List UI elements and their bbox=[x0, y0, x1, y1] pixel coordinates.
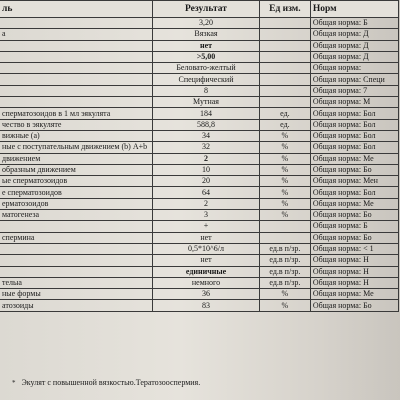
row-result-cell: 64 bbox=[153, 187, 260, 198]
table-row bbox=[0, 63, 399, 74]
row-name-cell: чество в эякуляте bbox=[0, 119, 153, 130]
row-result-cell: >5,00 bbox=[153, 51, 260, 62]
row-unit-cell bbox=[259, 85, 310, 96]
row-norm-cell: Общая норма: Бол bbox=[310, 108, 398, 119]
row-name-cell bbox=[0, 243, 153, 254]
row-norm-cell: Общая норма: Специ bbox=[310, 74, 398, 85]
row-norm-cell: Общая норма: Бол bbox=[310, 119, 398, 130]
row-result-cell: 10 bbox=[153, 164, 260, 175]
row-norm-cell: Общая норма: Б bbox=[310, 221, 398, 232]
row-norm-cell: Общая норма: Мен bbox=[310, 176, 398, 187]
row-name-cell: ные формы bbox=[0, 289, 153, 300]
table-row bbox=[0, 108, 399, 119]
row-unit-cell bbox=[259, 221, 310, 232]
table-row bbox=[0, 289, 399, 300]
row-result-cell: 32 bbox=[153, 142, 260, 153]
row-unit-cell: ед. bbox=[259, 108, 310, 119]
row-norm-cell: Общая норма: М bbox=[310, 97, 398, 108]
column-header-result: Результат bbox=[153, 1, 260, 18]
row-name-cell: е сперматозоидов bbox=[0, 187, 153, 198]
table-row bbox=[0, 153, 399, 164]
row-result-cell: Вязкая bbox=[153, 29, 260, 40]
row-result-cell: 588,8 bbox=[153, 119, 260, 130]
row-unit-cell: ед.в п/зр. bbox=[259, 243, 310, 254]
row-result-cell: 3,20 bbox=[153, 18, 260, 29]
row-name-cell: вижные (а) bbox=[0, 130, 153, 141]
row-name-cell bbox=[0, 18, 153, 29]
row-name-cell: сперматозоидов в 1 мл эякулята bbox=[0, 108, 153, 119]
row-unit-cell: ед. bbox=[259, 119, 310, 130]
table-row bbox=[0, 164, 399, 175]
column-header-norm: Норм bbox=[310, 1, 398, 18]
row-norm-cell: Общая норма: Ме bbox=[310, 289, 398, 300]
table-row bbox=[0, 221, 399, 232]
table-row bbox=[0, 255, 399, 266]
row-name-cell: движением bbox=[0, 153, 153, 164]
table-row bbox=[0, 142, 399, 153]
row-result-cell: 2 bbox=[153, 198, 260, 209]
table-row bbox=[0, 243, 399, 254]
row-result-cell: нет bbox=[153, 255, 260, 266]
row-norm-cell: Общая норма: Ме bbox=[310, 198, 398, 209]
row-name-cell: атозоиды bbox=[0, 300, 153, 311]
column-header-name: ль bbox=[0, 1, 153, 18]
row-result-cell: Специфический bbox=[153, 74, 260, 85]
row-unit-cell: % bbox=[259, 300, 310, 311]
row-result-cell: 184 bbox=[153, 108, 260, 119]
row-result-cell: единичные bbox=[153, 266, 260, 277]
table-row bbox=[0, 187, 399, 198]
table-row bbox=[0, 232, 399, 243]
row-unit-cell bbox=[259, 18, 310, 29]
row-unit-cell: ед.в п/зр. bbox=[259, 277, 310, 288]
row-name-cell: ые сперматозоидов bbox=[0, 176, 153, 187]
row-norm-cell: Общая норма: Бо bbox=[310, 210, 398, 221]
row-norm-cell: Общая норма: bbox=[310, 63, 398, 74]
row-norm-cell: Общая норма: Бо bbox=[310, 164, 398, 175]
table-row bbox=[0, 85, 399, 96]
table-row bbox=[0, 40, 399, 51]
row-result-cell: 2 bbox=[153, 153, 260, 164]
row-result-cell: 3 bbox=[153, 210, 260, 221]
row-unit-cell: % bbox=[259, 153, 310, 164]
table-row bbox=[0, 74, 399, 85]
row-unit-cell: % bbox=[259, 198, 310, 209]
table-row bbox=[0, 300, 399, 311]
conclusion-text: Экулят с повышенной вязкостью.Тератозооспермия. bbox=[21, 378, 201, 387]
row-result-cell: 20 bbox=[153, 176, 260, 187]
row-unit-cell bbox=[259, 29, 310, 40]
row-result-cell: Мутная bbox=[153, 97, 260, 108]
row-unit-cell: ед.в п/зр. bbox=[259, 266, 310, 277]
row-unit-cell bbox=[259, 74, 310, 85]
row-result-cell: + bbox=[153, 221, 260, 232]
row-result-cell: 34 bbox=[153, 130, 260, 141]
row-name-cell bbox=[0, 85, 153, 96]
row-name-cell: матогенеза bbox=[0, 210, 153, 221]
row-norm-cell: Общая норма: Н bbox=[310, 266, 398, 277]
row-unit-cell bbox=[259, 51, 310, 62]
table-body bbox=[0, 18, 399, 312]
row-unit-cell: % bbox=[259, 210, 310, 221]
row-norm-cell: Общая норма: Н bbox=[310, 277, 398, 288]
row-name-cell: ерматозоидов bbox=[0, 198, 153, 209]
row-norm-cell: Общая норма: 7 bbox=[310, 85, 398, 96]
table-row bbox=[0, 97, 399, 108]
row-unit-cell: % bbox=[259, 142, 310, 153]
table-row bbox=[0, 210, 399, 221]
row-norm-cell: Общая норма: Бол bbox=[310, 130, 398, 141]
row-unit-cell: % bbox=[259, 176, 310, 187]
table-row bbox=[0, 18, 399, 29]
table-row bbox=[0, 29, 399, 40]
row-result-cell: 8 bbox=[153, 85, 260, 96]
row-result-cell: нет bbox=[153, 40, 260, 51]
table-row bbox=[0, 266, 399, 277]
row-unit-cell: % bbox=[259, 130, 310, 141]
row-unit-cell bbox=[259, 40, 310, 51]
row-name-cell: телыа bbox=[0, 277, 153, 288]
row-name-cell: спермина bbox=[0, 232, 153, 243]
row-result-cell: немного bbox=[153, 277, 260, 288]
row-unit-cell bbox=[259, 232, 310, 243]
row-result-cell: Беловато-желтый bbox=[153, 63, 260, 74]
row-norm-cell: Общая норма: Д bbox=[310, 51, 398, 62]
row-name-cell bbox=[0, 255, 153, 266]
row-name-cell: ные с поступательным движением (b) A+b bbox=[0, 142, 153, 153]
footnote-mark: * bbox=[12, 379, 16, 387]
row-unit-cell: ед.в п/зр. bbox=[259, 255, 310, 266]
table-row bbox=[0, 119, 399, 130]
row-norm-cell: Общая норма: Бол bbox=[310, 142, 398, 153]
row-result-cell: 83 bbox=[153, 300, 260, 311]
row-name-cell bbox=[0, 97, 153, 108]
row-unit-cell: % bbox=[259, 164, 310, 175]
row-norm-cell: Общая норма: Бо bbox=[310, 232, 398, 243]
table-row bbox=[0, 277, 399, 288]
row-result-cell: 36 bbox=[153, 289, 260, 300]
row-norm-cell: Общая норма: Б bbox=[310, 18, 398, 29]
report-conclusion bbox=[12, 378, 200, 387]
row-norm-cell: Общая норма: Бо bbox=[310, 300, 398, 311]
table-row bbox=[0, 198, 399, 209]
row-norm-cell: Общая норма: Н bbox=[310, 255, 398, 266]
row-result-cell: нет bbox=[153, 232, 260, 243]
table-row bbox=[0, 51, 399, 62]
row-result-cell: 0,5*10^6/л bbox=[153, 243, 260, 254]
table-row bbox=[0, 176, 399, 187]
row-unit-cell bbox=[259, 63, 310, 74]
row-unit-cell: % bbox=[259, 289, 310, 300]
column-header-unit: Ед изм. bbox=[259, 1, 310, 18]
row-name-cell bbox=[0, 40, 153, 51]
row-norm-cell: Общая норма: Ме bbox=[310, 153, 398, 164]
row-name-cell bbox=[0, 221, 153, 232]
row-norm-cell: Общая норма: Бол bbox=[310, 187, 398, 198]
row-norm-cell: Общая норма: Д bbox=[310, 40, 398, 51]
row-name-cell: а bbox=[0, 29, 153, 40]
row-norm-cell: Общая норма: Д bbox=[310, 29, 398, 40]
row-unit-cell: % bbox=[259, 187, 310, 198]
row-name-cell: образным движением bbox=[0, 164, 153, 175]
row-name-cell bbox=[0, 266, 153, 277]
row-unit-cell bbox=[259, 97, 310, 108]
table-header-row bbox=[0, 1, 399, 18]
row-norm-cell: Общая норма: < 1 bbox=[310, 243, 398, 254]
row-name-cell bbox=[0, 51, 153, 62]
row-name-cell bbox=[0, 63, 153, 74]
row-name-cell bbox=[0, 74, 153, 85]
table-row bbox=[0, 130, 399, 141]
